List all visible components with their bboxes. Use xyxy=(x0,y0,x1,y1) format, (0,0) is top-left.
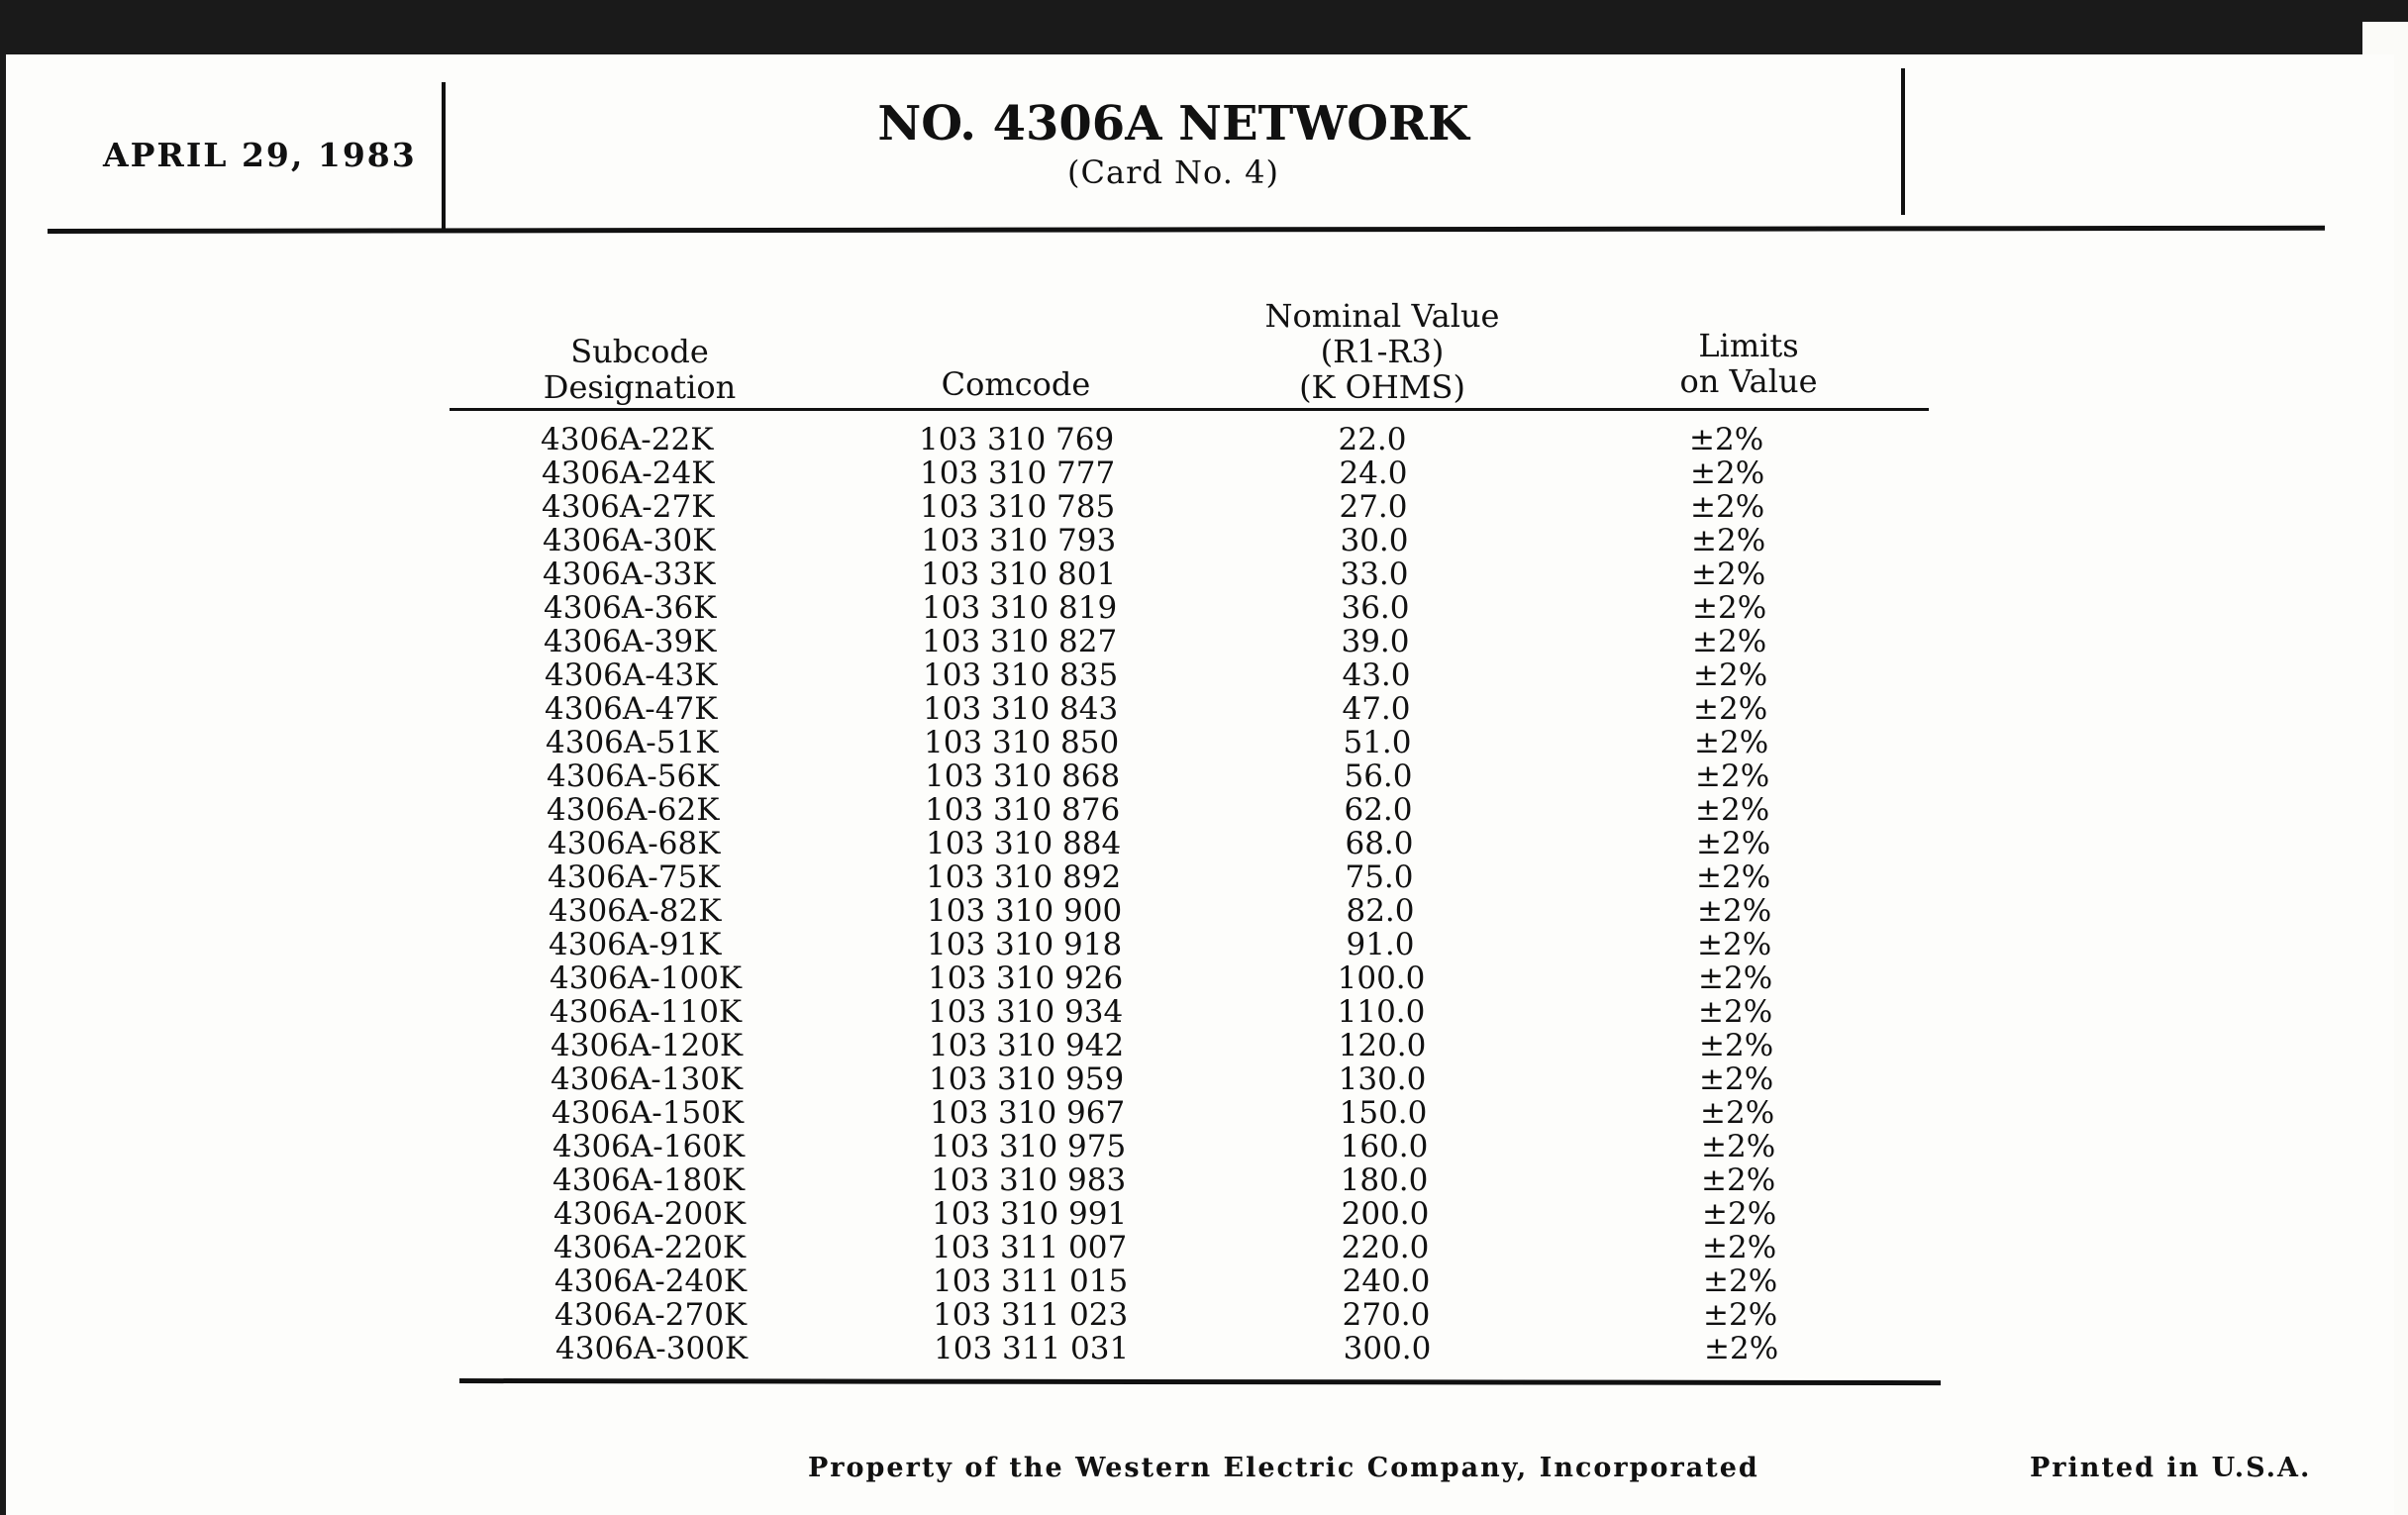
subcode-cell: 4306A-110K xyxy=(550,994,743,1030)
subcode-cell: 4306A-82K xyxy=(549,893,722,929)
comcode-cell: 103 310 777 xyxy=(920,455,1116,491)
comcode-cell: 103 310 835 xyxy=(923,657,1119,693)
nominal-value-cell: 110.0 xyxy=(1337,994,1426,1030)
subcode-cell: 4306A-150K xyxy=(552,1095,745,1131)
subcode-cell: 4306A-47K xyxy=(545,691,718,727)
table-row xyxy=(19,1197,2394,1231)
nominal-value-cell: 270.0 xyxy=(1342,1297,1431,1333)
limits-cell: ±2% xyxy=(1702,1230,1777,1265)
table-row xyxy=(11,726,2394,759)
printed-notice: Printed in U.S.A. xyxy=(2030,1453,2312,1483)
subcode-cell: 4306A-300K xyxy=(555,1331,749,1366)
limits-cell: ±2% xyxy=(1698,960,1773,996)
subcode-cell: 4306A-270K xyxy=(554,1297,748,1333)
comcode-cell: 103 310 967 xyxy=(930,1095,1126,1131)
limits-cell: ±2% xyxy=(1693,657,1768,693)
nominal-value-cell: 130.0 xyxy=(1338,1061,1427,1097)
nominal-value-cell: 100.0 xyxy=(1337,960,1426,996)
table-body xyxy=(6,423,2394,1365)
limits-cell: ±2% xyxy=(1694,725,1769,760)
limits-cell: ±2% xyxy=(1701,1129,1776,1164)
comcode-cell: 103 310 918 xyxy=(927,927,1123,962)
table-row xyxy=(14,894,2394,928)
header-text: Designation xyxy=(543,368,737,406)
nominal-value-cell: 22.0 xyxy=(1338,422,1407,457)
comcode-cell: 103 310 884 xyxy=(926,826,1122,861)
page-title: NO. 4306A NETWORK xyxy=(877,96,1469,152)
subcode-cell: 4306A-75K xyxy=(548,859,721,895)
table-row xyxy=(9,625,2394,658)
header-rule xyxy=(48,226,2325,234)
comcode-cell: 103 310 850 xyxy=(924,725,1120,760)
limits-cell: ±2% xyxy=(1696,859,1771,895)
comcode-cell: 103 310 892 xyxy=(926,859,1122,895)
comcode-cell: 103 310 900 xyxy=(927,893,1123,929)
limits-cell: ±2% xyxy=(1690,455,1765,491)
nominal-value-cell: 82.0 xyxy=(1346,893,1415,929)
subcode-cell: 4306A-43K xyxy=(545,657,718,693)
nominal-value-cell: 24.0 xyxy=(1339,455,1408,491)
limits-cell: ±2% xyxy=(1700,1095,1775,1131)
table-row xyxy=(8,557,2394,591)
table-row xyxy=(18,1163,2394,1197)
subcode-cell: 4306A-56K xyxy=(547,758,720,794)
subcode-cell: 4306A-27K xyxy=(542,489,715,525)
header-text: Limits xyxy=(1698,327,1799,364)
nominal-value-cell: 75.0 xyxy=(1345,859,1414,895)
limits-cell: ±2% xyxy=(1701,1162,1776,1198)
limits-cell: ±2% xyxy=(1704,1331,1779,1366)
limits-cell: ±2% xyxy=(1698,994,1773,1030)
comcode-cell: 103 310 843 xyxy=(923,691,1119,727)
limits-cell: ±2% xyxy=(1699,1061,1774,1097)
nominal-value-cell: 47.0 xyxy=(1342,691,1411,727)
comcode-cell: 103 311 031 xyxy=(934,1331,1130,1366)
comcode-cell: 103 310 868 xyxy=(925,758,1121,794)
subcode-cell: 4306A-62K xyxy=(547,792,720,828)
comcode-cell: 103 310 926 xyxy=(928,960,1124,996)
document-card xyxy=(6,54,2394,1515)
table-row xyxy=(12,793,2394,827)
nominal-value-cell: 51.0 xyxy=(1343,725,1412,760)
limits-cell: ±2% xyxy=(1690,489,1765,525)
nominal-value-cell: 160.0 xyxy=(1340,1129,1429,1164)
limits-cell: ±2% xyxy=(1697,893,1772,929)
subcode-cell: 4306A-36K xyxy=(544,590,717,626)
comcode-cell: 103 310 934 xyxy=(928,994,1124,1030)
nominal-value-cell: 62.0 xyxy=(1344,792,1413,828)
table-header-rule xyxy=(450,408,1929,411)
table-row xyxy=(21,1332,2394,1365)
nominal-value-cell: 39.0 xyxy=(1341,624,1410,659)
subcode-cell: 4306A-240K xyxy=(554,1263,748,1299)
table-row xyxy=(6,423,2394,456)
comcode-cell: 103 310 959 xyxy=(929,1061,1125,1097)
card-number: (Card No. 4) xyxy=(1067,153,1279,191)
table-row xyxy=(15,995,2394,1029)
issue-date: APRIL 29, 1983 xyxy=(103,136,417,174)
table-row xyxy=(17,1096,2394,1130)
comcode-cell: 103 310 827 xyxy=(922,624,1118,659)
nominal-value-cell: 30.0 xyxy=(1340,523,1409,558)
subcode-cell: 4306A-39K xyxy=(544,624,717,659)
nominal-value-cell: 43.0 xyxy=(1342,657,1411,693)
column-header-comcode xyxy=(877,366,1154,402)
nominal-value-cell: 56.0 xyxy=(1344,758,1413,794)
limits-cell: ±2% xyxy=(1689,422,1764,457)
table-row xyxy=(10,692,2394,726)
table-row xyxy=(15,961,2394,995)
limits-cell: ±2% xyxy=(1702,1196,1777,1232)
property-notice: Property of the Western Electric Company, Incorporated xyxy=(808,1453,1759,1483)
table-row xyxy=(19,1231,2394,1264)
header-text: Subcode xyxy=(570,333,709,370)
subcode-cell: 4306A-91K xyxy=(549,927,722,962)
subcode-cell: 4306A-51K xyxy=(546,725,719,760)
table-row xyxy=(10,658,2394,692)
table-row xyxy=(16,1062,2394,1096)
comcode-cell: 103 310 801 xyxy=(921,556,1117,592)
header-text: on Value xyxy=(1679,362,1818,400)
limits-cell: ±2% xyxy=(1691,523,1766,558)
comcode-cell: 103 310 942 xyxy=(929,1028,1125,1063)
subcode-cell: 4306A-68K xyxy=(548,826,721,861)
table-row xyxy=(20,1264,2394,1298)
table-row xyxy=(9,591,2394,625)
comcode-cell: 103 311 023 xyxy=(933,1297,1129,1333)
table-row xyxy=(7,456,2394,490)
table-bottom-rule xyxy=(459,1378,1941,1385)
comcode-cell: 103 310 769 xyxy=(919,422,1115,457)
subcode-cell: 4306A-130K xyxy=(551,1061,744,1097)
comcode-cell: 103 310 819 xyxy=(922,590,1118,626)
table-row xyxy=(14,928,2394,961)
header-text: (R1-R3) xyxy=(1320,333,1445,370)
nominal-value-cell: 36.0 xyxy=(1341,590,1410,626)
subcode-cell: 4306A-100K xyxy=(550,960,743,996)
limits-cell: ±2% xyxy=(1695,792,1770,828)
table-header xyxy=(6,243,2394,411)
column-header-nominal-value xyxy=(1184,298,1580,405)
column-header-limits xyxy=(1610,328,1887,399)
nominal-value-cell: 150.0 xyxy=(1339,1095,1428,1131)
limits-cell: ±2% xyxy=(1703,1297,1778,1333)
subcode-cell: 4306A-200K xyxy=(553,1196,747,1232)
comcode-cell: 103 311 007 xyxy=(932,1230,1128,1265)
limits-cell: ±2% xyxy=(1703,1263,1778,1299)
limits-cell: ±2% xyxy=(1692,590,1767,626)
subcode-cell: 4306A-22K xyxy=(541,422,714,457)
limits-cell: ±2% xyxy=(1691,556,1766,592)
comcode-cell: 103 310 975 xyxy=(931,1129,1127,1164)
table-row xyxy=(13,860,2394,894)
subcode-cell: 4306A-30K xyxy=(543,523,716,558)
comcode-cell: 103 310 876 xyxy=(925,792,1121,828)
table-row xyxy=(12,759,2394,793)
table-row xyxy=(20,1298,2394,1332)
table-row xyxy=(18,1130,2394,1163)
nominal-value-cell: 180.0 xyxy=(1340,1162,1429,1198)
nominal-value-cell: 220.0 xyxy=(1341,1230,1430,1265)
nominal-value-cell: 33.0 xyxy=(1340,556,1409,592)
table-row xyxy=(7,490,2394,524)
nominal-value-cell: 68.0 xyxy=(1345,826,1414,861)
comcode-cell: 103 310 793 xyxy=(921,523,1117,558)
nominal-value-cell: 27.0 xyxy=(1339,489,1408,525)
subcode-cell: 4306A-120K xyxy=(551,1028,744,1063)
nominal-value-cell: 240.0 xyxy=(1342,1263,1431,1299)
table-row xyxy=(16,1029,2394,1062)
limits-cell: ±2% xyxy=(1695,758,1770,794)
comcode-cell: 103 311 015 xyxy=(933,1263,1129,1299)
header-text: Comcode xyxy=(941,365,1091,403)
subcode-cell: 4306A-220K xyxy=(553,1230,747,1265)
header-text: Nominal Value xyxy=(1264,297,1500,335)
title-divider-right xyxy=(1901,68,1905,215)
nominal-value-cell: 200.0 xyxy=(1341,1196,1430,1232)
subcode-cell: 4306A-160K xyxy=(552,1129,746,1164)
nominal-value-cell: 120.0 xyxy=(1338,1028,1427,1063)
subcode-cell: 4306A-24K xyxy=(542,455,715,491)
table-row xyxy=(13,827,2394,860)
limits-cell: ±2% xyxy=(1692,624,1767,659)
column-header-subcode xyxy=(481,334,798,405)
comcode-cell: 103 310 983 xyxy=(931,1162,1127,1198)
limits-cell: ±2% xyxy=(1697,927,1772,962)
nominal-value-cell: 300.0 xyxy=(1343,1331,1432,1366)
subcode-cell: 4306A-33K xyxy=(543,556,716,592)
subcode-cell: 4306A-180K xyxy=(552,1162,746,1198)
table-row xyxy=(8,524,2394,557)
limits-cell: ±2% xyxy=(1693,691,1768,727)
limits-cell: ±2% xyxy=(1699,1028,1774,1063)
nominal-value-cell: 91.0 xyxy=(1346,927,1415,962)
comcode-cell: 103 310 785 xyxy=(920,489,1116,525)
limits-cell: ±2% xyxy=(1696,826,1771,861)
comcode-cell: 103 310 991 xyxy=(932,1196,1128,1232)
header-text: (K OHMS) xyxy=(1299,368,1465,406)
